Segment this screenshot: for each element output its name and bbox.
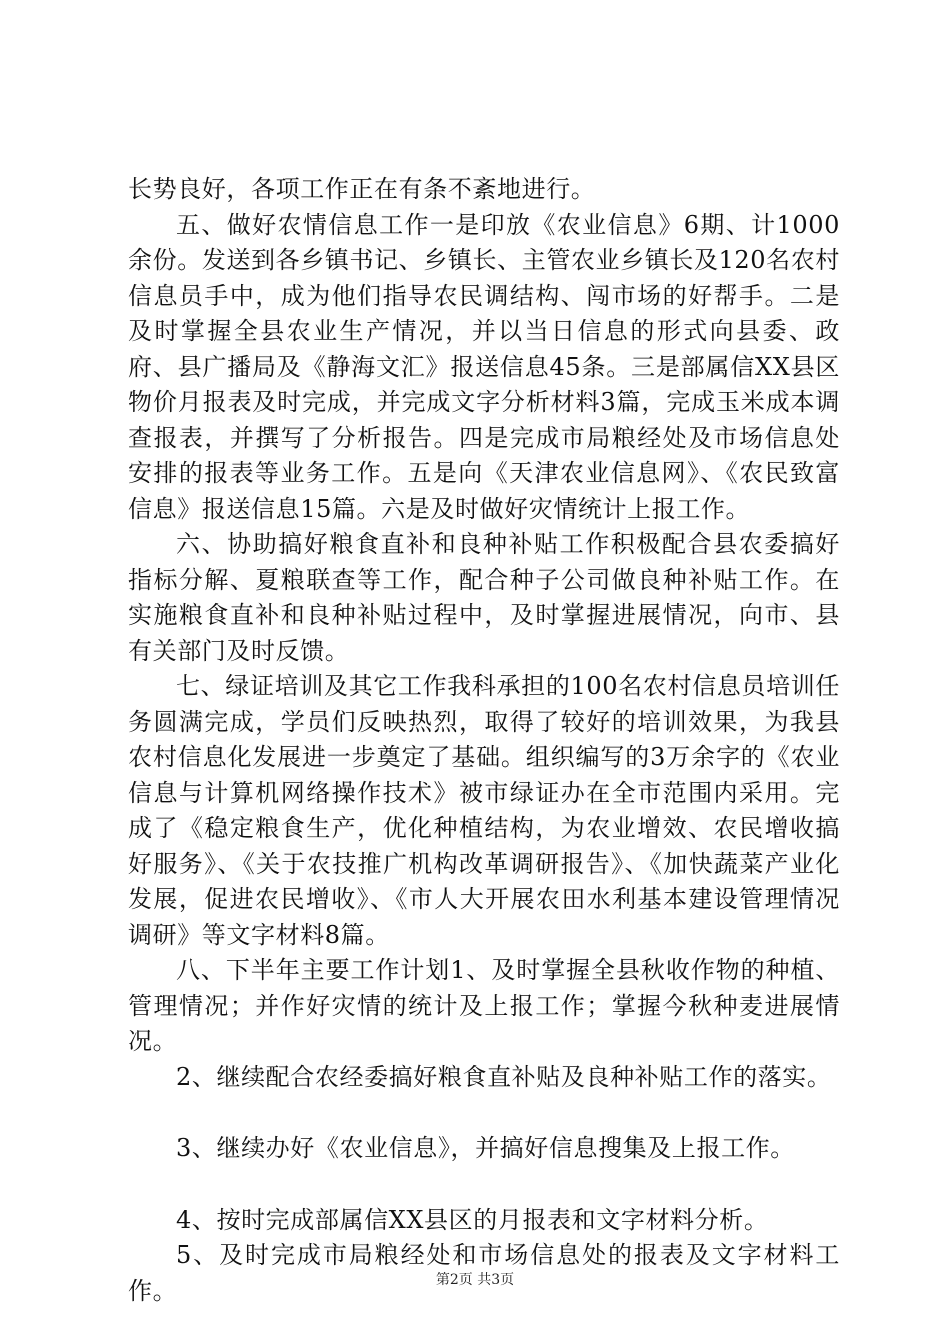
- paragraph-section-6: 六、协助搞好粮食直补和良种补贴工作积极配合县农委搞好指标分解、夏粮联查等工作，配合种子公司做良种补贴工作。在实施粮食直补和良种补贴过程中，及时掌握进展情况，向市、县有关部门及时反馈。: [128, 530, 840, 665]
- paragraph-section-8: 八、下半年主要工作计划1、及时掌握全县秋收作物的种植、管理情况；并作好灾情的统计及上报工作；掌握今秋种麦进展情况。: [128, 956, 840, 1055]
- page-footer: 第2页 共3页: [435, 1272, 515, 1288]
- paragraph-section-5: 五、做好农情信息工作一是印放《农业信息》6期、计1000余份。发送到各乡镇书记、乡镇长、主管农业乡镇长及120名农村信息员手中，成为他们指导农民调结构、闯市场的好帮手。二是及时掌握全县农业生产情况，并以当日信息的形式向县委、政府、县广播局及《静海文汇》报送信息45条。三是部属信XX县区物价月报表及时完成，并完成文字分析材料3篇，完成玉米成本调查报表，并撰写了分析报告。四是完成市局粮经处及市场信息处安排的报表等业务工作。五是向《天津农业信息网》、《农民致富信息》报送信息15篇。六是及时做好灾情统计上报工作。: [128, 210, 840, 523]
- plan-item-2: 2、继续配合农经委搞好粮食直补贴及良种补贴工作的落实。: [176, 1062, 832, 1091]
- plan-item-5: 5、及时完成市局粮经处和市场信息处的报表及文字材料工作。: [128, 1241, 840, 1305]
- plan-item-4: 4、按时完成部属信XX县区的月报表和文字材料分析。: [176, 1205, 769, 1234]
- paragraph-continuation: 长势良好，各项工作正在有条不紊地进行。: [128, 175, 596, 203]
- paragraph-section-7: 七、绿证培训及其它工作我科承担的100名农村信息员培训任务圆满完成，学员们反映热烈，取得了较好的培训效果，为我县农村信息化发展进一步奠定了基础。组织编写的3万余字的《农业信息与计算机网络操作技术》被市绿证办在全市范围内采用。完成了《稳定粮食生产，优化种植结构，为农业增效、农民增收搞好服务》、《关于农技推广机构改革调研报告》、《加快蔬菜产业化发展，促进农民增收》、《市人大开展农田水利基本建设管理情况调研》等文字材料8篇。: [128, 672, 840, 949]
- document-body: [128, 172, 840, 1309]
- plan-item-3: 3、继续办好《农业信息》，并搞好信息搜集及上报工作。: [176, 1134, 795, 1162]
